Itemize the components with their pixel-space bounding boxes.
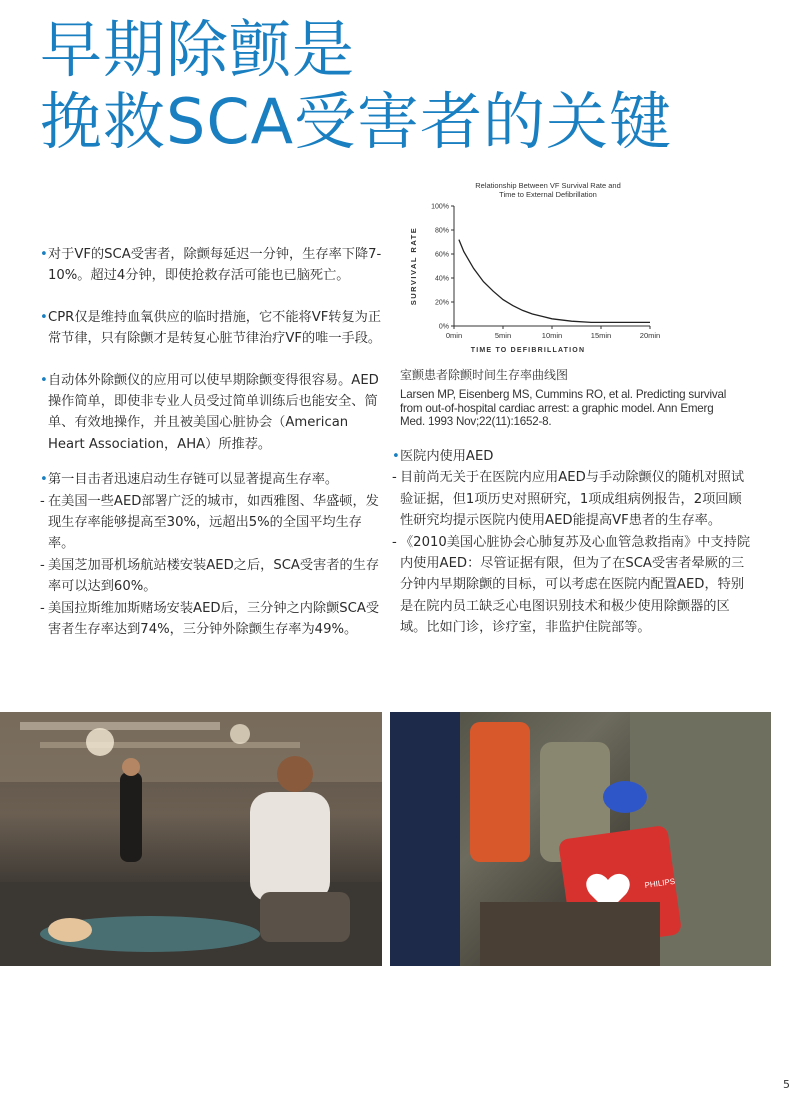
survival-chart-svg — [408, 178, 668, 358]
chart-y-label: SURVIVAL RATE — [409, 226, 418, 306]
chart-title-line1: Relationship Between VF Survival Rate and — [475, 181, 621, 190]
chart-y-tick-label: 100% — [431, 203, 449, 211]
chart-x-label: TIME TO DEFIBRILLATION — [470, 347, 586, 354]
chart-series-line — [459, 240, 650, 323]
photo-gym-cpr-illustration — [0, 712, 382, 966]
page-title — [40, 14, 780, 158]
chart-x-tick-label: 15min — [590, 331, 612, 340]
bullet-vf-delay: • 对于VF的SCA受害者，除颤每延迟一分钟，生存率下降7-10%。超过4分钟，即使抢救存活可能也已脑死亡。 — [40, 244, 385, 287]
bullet-aed-use: • 自动体外除颤仪的应用可以使早期除颤变得很容易。AED操作简单，即使非专业人员受过简单训练后也能安全、简单、有效地操作，并且被美国心脏协会（American Heart Association，AHA）所推荐。 — [40, 370, 385, 456]
dash-hospital-evidence: - 目前尚无关于在医院内应用AED与手动除颤仪的随机对照试验证据，但1项历史对照研究，1项成组病例报告，2项回顾性研究均提示医院内使用AED能提高VF患者的生存率。 — [392, 467, 752, 531]
chart-x-tick-label: 20min — [639, 331, 661, 340]
chart-y-tick-label: 0% — [438, 323, 449, 331]
photo-gym-cpr — [0, 712, 382, 966]
photo-military-aed — [390, 712, 771, 966]
aed-brand-label: PHILIPS — [644, 876, 676, 890]
chart-x-tick-label: 5min — [494, 331, 512, 340]
dash-aha-guideline: - 《2010美国心脏协会心肺复苏及心血管急救指南》中支持院内使用AED：尽管证据有限，但为了在SCA受害者晕厥的三分钟内早期除颤的目标，可以考虑在医院内配置AED，特别是在院内员工缺乏心电图识别技术和极少使用除颤器的区域。比如门诊，诊疗室，非监护住院部等。 — [392, 532, 752, 639]
dash-las-vegas: - 美国拉斯维加斯赌场安装AED后，三分钟之内除颤SCA受害者生存率达到74%，三分钟外除颤生存率为49%。 — [40, 598, 385, 641]
dash-chicago: - 美国芝加哥机场航站楼安装AED之后，SCA受害者的生存率可以达到60%。 — [40, 555, 385, 598]
chart-title-line2: Time to External Defibrillation — [499, 190, 597, 199]
right-column — [392, 446, 752, 639]
page-number: 5 — [783, 1078, 790, 1091]
survival-chart — [408, 178, 668, 358]
page-title-line2: 挽救SCA受害者的关键 — [40, 85, 673, 158]
bullet-chain-of-survival: • 第一目击者迅速启动生存链可以显著提高生存率。 — [40, 469, 385, 490]
chart-y-tick-label: 40% — [434, 275, 449, 283]
chart-x-tick-label: 10min — [541, 331, 563, 340]
chart-y-tick-label: 60% — [434, 251, 449, 259]
photo-military-aed-illustration — [390, 712, 771, 966]
bullet-cpr: • CPR仅是维持血氧供应的临时措施，它不能将VF转复为正常节律，只有除颤才是转复心脏节律治疗VF的唯一手段。 — [40, 307, 385, 350]
dash-seattle: - 在美国一些AED部署广泛的城市，如西雅图、华盛顿，发现生存率能够提高至30%，远超出5%的全国平均生存率。 — [40, 491, 385, 555]
bullet-hospital-aed: • 医院内使用AED — [392, 446, 752, 467]
chart-reference: Larsen MP, Eisenberg MS, Cummins RO, et al. Predicting survival from out-of-hospital cardiac arrest: a graphic model. Ann Emerg Med. 1993 Nov;22(11):1652-8. — [400, 388, 727, 428]
chart-y-tick-label: 20% — [434, 299, 449, 307]
chart-x-tick-label: 0min — [445, 331, 463, 340]
page-title-line1: 早期除颤是 — [40, 13, 356, 86]
chart-y-tick-label: 80% — [434, 227, 449, 235]
left-column — [40, 244, 385, 641]
chart-caption: 室颤患者除颤时间生存率曲线图 — [400, 368, 569, 382]
